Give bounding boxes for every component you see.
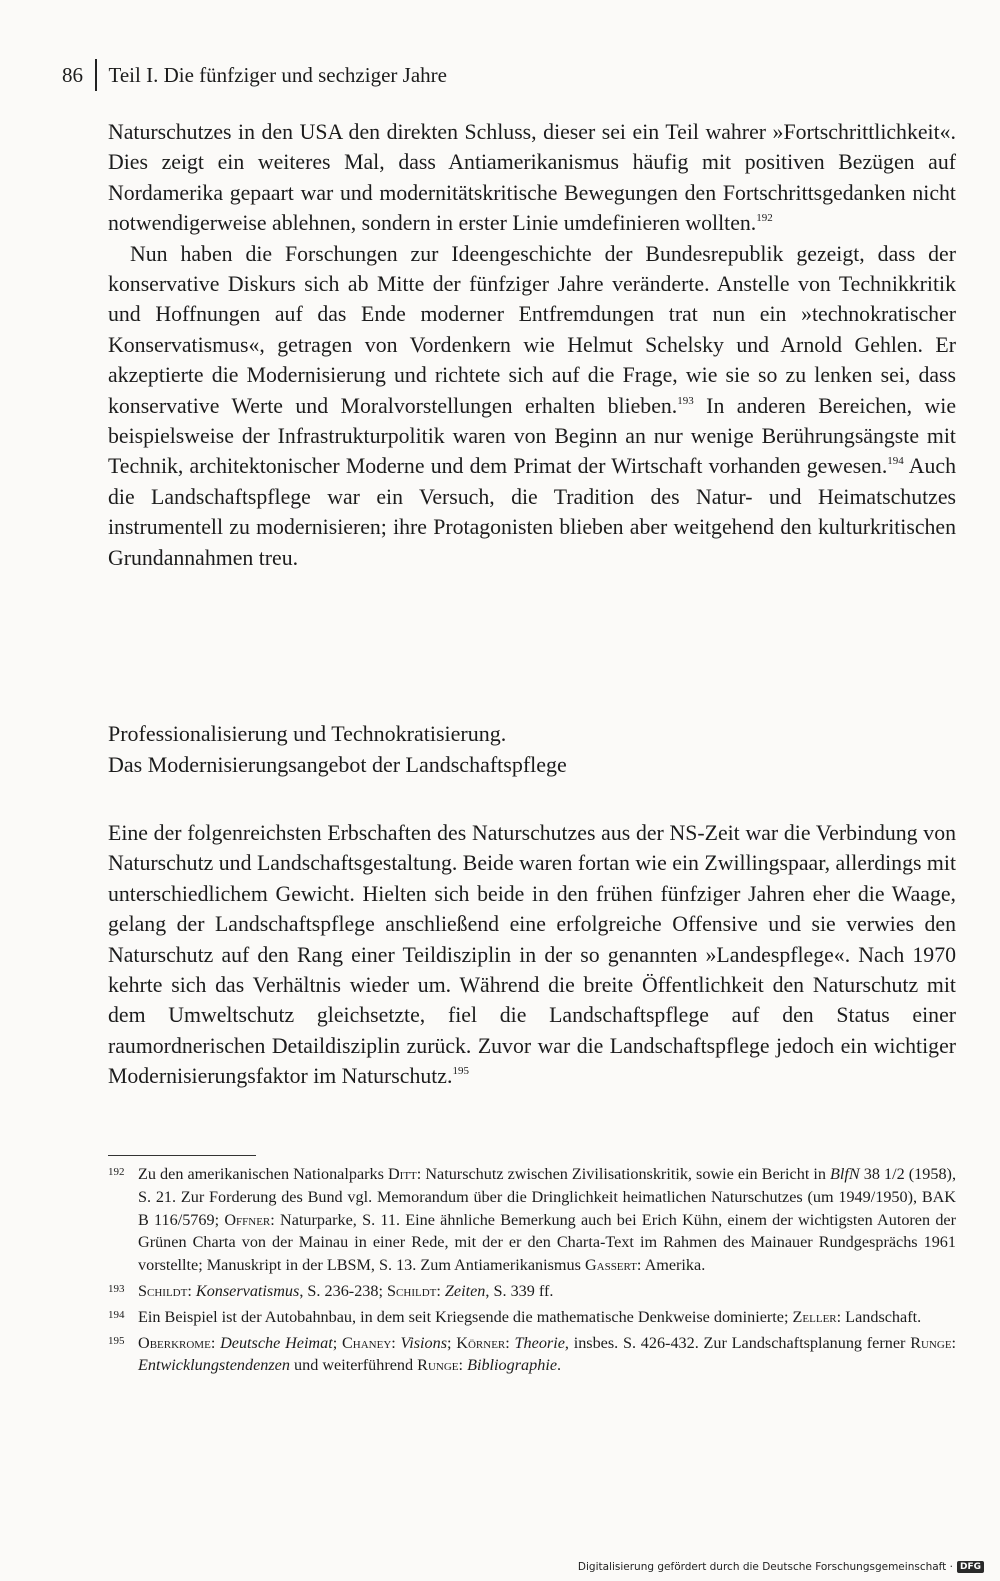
running-title: Teil I. Die fünfziger und sechziger Jahre [108,62,447,87]
footnote-ref-193[interactable]: 193 [677,394,694,407]
footnote-number: 194 [108,1308,125,1321]
footnote-text: Oberkrome: Deutsche Heimat; Chaney: Visions; Körner: Theorie, insbes. S. 426-432. Zur Landschaftsplanung ferner Runge: Entwicklungstendenzen und weiterführend Runge: Bibliographie. [138,1333,957,1375]
digitization-credit [578,1561,984,1573]
paragraph-2: Nun haben die Forschungen zur Ideengeschichte der Bundesrepublik gezeigt, dass der konservative Diskurs sich ab Mitte der fünfziger Jahre veränderte. Anstelle von Technikkritik und Hoffnungen auf das Ende moderner Entfremdungen trat nun ein »technokratischer Konservatismus«, getragen von Vordenkern wie Helmut Schelsky und Arnold Gehlen. Er akzeptierte die Modernisierung und richtete sich auf die Frage, wie sie so zu lenken sei, dass konservative Werte und Moralvorstellungen erhalten blieben.$^{193}$ In anderen Bereichen, wie beispielsweise der Infrastrukturpolitik waren von Beginn an nur wenige Berührungsängste mit Technik, architektonischer Moderne und dem Primat der Wirtschaft vorhanden gewesen.$^{194}$ Auch die Landschaftspflege war ein Versuch, die Tradition des Natur- und Heimatschutzes instrumentell zu modernisieren; ihre Protagonisten blieben aber weitgehend den kulturkritischen Grundannahmen treu. [108,241,956,570]
footnote-195 [108,1332,956,1378]
footnote-text: Schildt: Konservatismus, S. 236-238; Schildt: Zeiten, S. 339 ff. [138,1281,554,1300]
body-section-1 [108,117,956,573]
footnote-number: 195 [108,1334,125,1347]
heading-line-2: Das Modernisierungsangebot der Landschaftspflege [108,752,567,777]
footnote-rule [108,1155,256,1156]
footnote-text: Ein Beispiel ist der Autobahnbau, in dem seit Kriegsende die mathematische Denkweise dominierte; Zeller: Landschaft. [138,1307,922,1326]
body-section-2 [108,818,956,1092]
footnote-number: 193 [108,1282,125,1295]
footnote-ref-192[interactable]: 192 [756,212,773,225]
section-heading [108,718,956,780]
credit-text: Digitalisierung gefördert durch die Deutsche Forschungsgemeinschaft · [577,1561,953,1573]
header-divider [95,59,97,91]
footnote-ref-195[interactable]: 195 [452,1065,469,1078]
heading-line-1: Professionalisierung und Technokratisierung. [108,721,507,746]
footnote-193 [108,1280,956,1303]
footnotes [108,1163,956,1377]
footnote-ref-194[interactable]: 194 [887,455,904,468]
footnote-text: Zu den amerikanischen Nationalparks Ditt: Naturschutz zwischen Zivilisationskritik, sowie ein Bericht in BlfN 38 1/2 (1958), S. 21. Zur Forderung des Bund vgl. Memorandum über die Dringlichkeit heimatlichen Naturschutzes (um 1949/1950), BAK B 116/5769; Offner: Naturparke, S. 11. Eine ähnliche Bemerkung auch bei Erich Kühn, einem der wichtigsten Autoren der Grünen Charta von der Mainau in einer Rede, mit der er den Charta-Text im Rahmen des Mainauer Rundgesprächs 1961 vorstellte; Manuskript in der LBSM, S. 13. Zum Antiamerikanismus Gassert: Amerika. [138,1165,956,1275]
paragraph-3: Eine der folgenreichsten Erbschaften des Naturschutzes aus der NS-Zeit war die Verbindung von Naturschutz und Landschaftsgestaltung. Beide waren fortan wie ein Zwillingspaar, allerdings mit unterschiedlichem Gewicht. Hielten sich beide in den frühen fünfziger Jahren eher die Waage, gelang der Landschaftspflege anschließend eine erfolgreiche Offensive und sie verwies den Naturschutz auf den Rang einer Teildisziplin in der so genannten »Landespflege«. Nach 1970 kehrte sich das Verhältnis wieder um. Während die breite Öffentlichkeit den Naturschutz mit dem Umweltschutz gleichsetzte, fiel die Landschaftspflege auf den Status einer raumordnerischen Detaildisziplin zurück. Zuvor war die Landschaftspflege jedoch ein wichtiger Modernisierungsfaktor im Naturschutz.$^{195}$ [108,821,956,1089]
footnote-194 [108,1306,956,1329]
page-number: 86 [62,62,83,87]
running-header [62,58,447,92]
footnote-number: 192 [108,1166,125,1178]
dfg-logo-icon: DFG [957,1561,984,1573]
paragraph-1: Naturschutzes in den USA den direkten Schluss, dieser sei ein Teil wahrer »Fortschrittlichkeit«. Dies zeigt ein weiteres Mal, dass Antiamerikanismus häufig mit positiven Bezügen auf Nordamerika gepaart war und modernitätskritische Bewegungen den Fortschrittsgedanken nicht notwendigerweise ablehnen, sondern in erster Linie umdefinieren wollten.$^{192}$ [108,120,956,236]
footnote-192 [108,1163,956,1277]
